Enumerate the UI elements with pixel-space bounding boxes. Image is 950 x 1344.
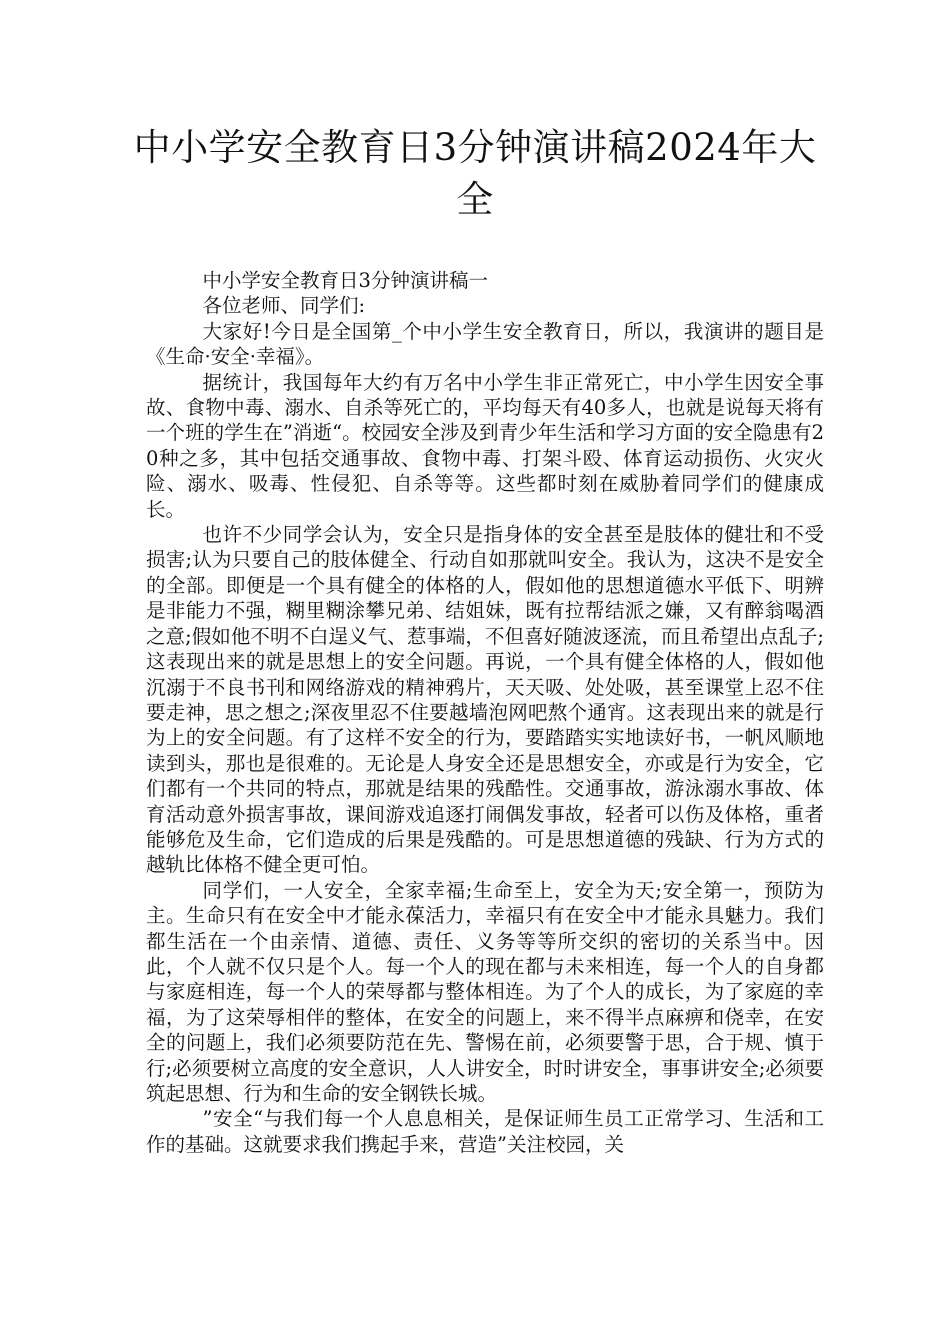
paragraph: 大家好!今日是全国第_个中小学生安全教育日，所以，我演讲的题目是《生命·安全·幸福》。 bbox=[146, 319, 824, 369]
paragraph: 同学们，一人安全，全家幸福;生命至上，安全为天;安全第一，预防为主。生命只有在安全中才能永葆活力，幸福只有在安全中才能永具魅力。我们都生活在一个由亲情、道德、责任、义务等等所交织的密切的关系当中。因此，个人就不仅只是个人。每一个人的现在都与未来相连，每一个人的自身都与家庭相连，每一个人的荣辱都与整体相连。为了个人的成长，为了家庭的幸福，为了这荣辱相伴的整体，在安全的问题上，来不得半点麻痹和侥幸，在安全的问题上，我们必须要防范在先、警惕在前，必须要警于思，合于规、慎于行;必须要树立高度的安全意识，人人讲安全，时时讲安全，事事讲安全;必须要筑起思想、行为和生命的安全钢铁长城。 bbox=[146, 878, 824, 1105]
document-title: 中小学安全教育日3分钟演讲稿2024年大全 bbox=[133, 126, 817, 221]
paragraph: 也许不少同学会认为，安全只是指身体的安全甚至是肢体的健壮和不受损害;认为只要自己的肢体健全、行动自如那就叫安全。我认为，这决不是安全的全部。即便是一个具有健全的体格的人，假如他的思想道德水平低下、明辨是非能力不强，糊里糊涂攀兄弟、结姐妹，既有拉帮结派之嫌，又有醉翁喝酒之意;假如他不明不白逞义气、惹事端，不但喜好随波逐流，而且希望出点乱子;这表现出来的就是思想上的安全问题。再说，一个具有健全体格的人，假如他沉溺于不良书刊和网络游戏的精神鸦片，天天吸、处处吸，甚至课堂上忍不住要走神，思之想之;深夜里忍不住要越墙泡网吧熬个通宵。这表现出来的就是行为上的安全问题。有了这样不安全的行为，要踏踏实实地读好书，一帆风顺地读到头，那也是很难的。无论是人身安全还是思想安全，亦或是行为安全，它们都有一个共同的特点，那就是结果的残酷性。交通事故，游泳溺水事故、体育活动意外损害事故，课间游戏追逐打闹偶发事故，轻者可以伤及体格，重者能够危及生命，它们造成的后果是残酷的。可是思想道德的残缺、行为方式的越轨比体格不健全更可怕。 bbox=[146, 523, 824, 877]
document-body bbox=[146, 268, 824, 1157]
paragraph: ”安全“与我们每一个人息息相关，是保证师生员工正常学习、生活和工作的基础。这就要求我们携起手来，营造”关注校园，关 bbox=[146, 1107, 824, 1156]
salutation: 各位老师、同学们: bbox=[202, 294, 366, 318]
speech-heading: 中小学安全教育日3分钟演讲稿一 bbox=[202, 269, 488, 292]
paragraph: 据统计，我国每年大约有万名中小学生非正常死亡，中小学生因安全事故、食物中毒、溺水、自杀等死亡的，平均每天有40多人，也就是说每天将有一个班的学生在”消逝“。校园安全涉及到青少年生活和学习方面的安全隐患有20种之多，其中包括交通事故、食物中毒、打架斗殴、体育运动损伤、火灾火险、溺水、吸毒、性侵犯、自杀等等。这些都时刻在威胁着同学们的健康成长。 bbox=[146, 370, 824, 521]
